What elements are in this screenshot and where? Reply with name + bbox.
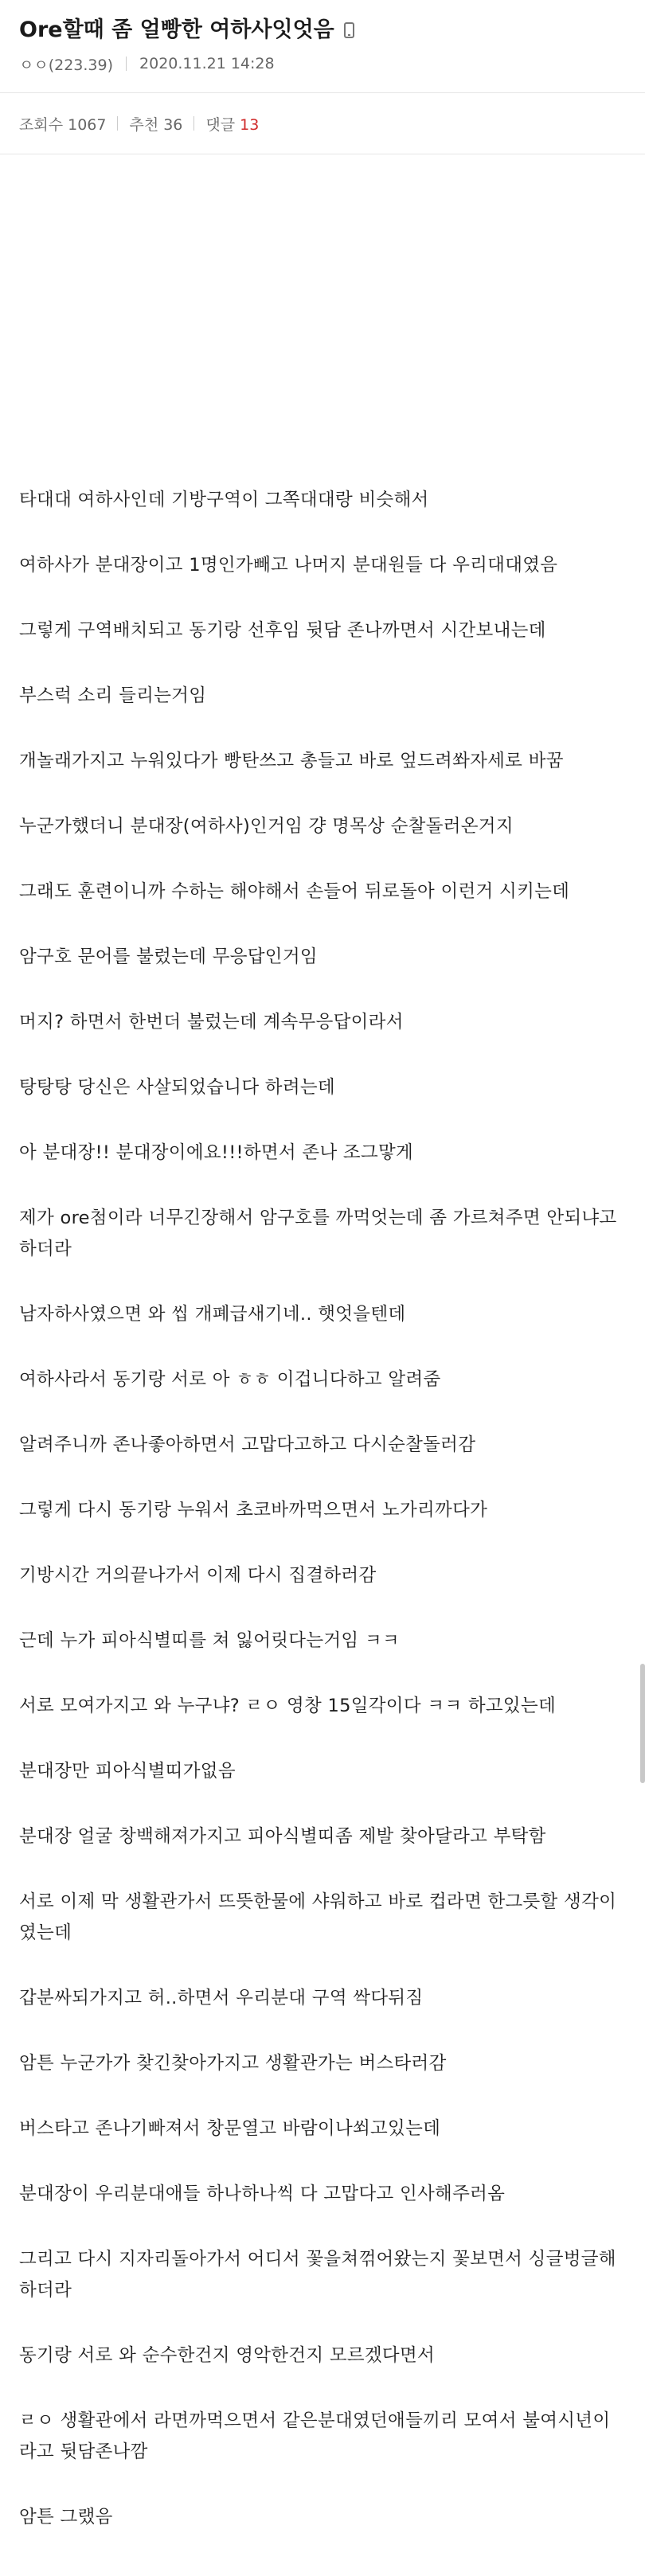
post-paragraph: 암튼 누군가가 찾긴찾아가지고 생활관가는 버스타러감 — [19, 2053, 447, 2074]
post-image-area — [0, 154, 645, 485]
view-count: 조회수 1067 — [19, 115, 107, 134]
post-paragraph: 버스타고 존나기빠져서 창문열고 바람이나쐬고있는데 — [19, 2118, 441, 2139]
comments-link[interactable] — [205, 113, 259, 135]
post-paragraph: 암튼 그랬음 — [19, 2507, 113, 2527]
post-paragraph: ㄹㅇ 생활관에서 라면까먹으면서 같은분대였던애들끼리 모여서 불여시년이라고 뒷담존나깜 — [19, 2410, 611, 2462]
scrollbar-thumb[interactable] — [640, 1664, 645, 1783]
post-paragraph: 그리고 다시 지자리돌아가서 어디서 꽃을쳐꺾어왔는지 꽃보면서 싱글벙글해하더라 — [19, 2249, 616, 2301]
post-paragraph: 제가 ore첨이라 너무긴장해서 암구호를 까먹엇는데 좀 가르쳐주면 안되냐고하더라 — [19, 1208, 617, 1259]
post-paragraph: 그래도 훈련이니까 수하는 해야해서 손들어 뒤로돌아 이런거 시키는데 — [19, 881, 570, 902]
post-paragraph: 서로 모여가지고 와 누구냐? ㄹㅇ 영창 15일각이다 ㅋㅋ 하고있는데 — [19, 1696, 556, 1716]
recommend-count: 추천 36 — [129, 115, 183, 134]
post-paragraph: 여하사라서 동기랑 서로 아 ㅎㅎ 이겁니다하고 알려줌 — [19, 1369, 441, 1390]
post-paragraph: 동기랑 서로 와 순수한건지 영악한건지 모르겠다면서 — [19, 2345, 436, 2366]
author-name[interactable]: ㅇㅇ(223.39) — [19, 56, 114, 74]
post-paragraph: 그렇게 구역배치되고 동기랑 선후임 뒷담 존나까면서 시간보내는데 — [19, 620, 546, 641]
comment-count: 13 — [240, 115, 260, 134]
stats-separator — [117, 116, 118, 131]
post-stats — [0, 93, 645, 154]
meta-separator — [126, 57, 127, 71]
post-paragraph: 서로 이제 막 생활관가서 뜨뜻한물에 샤워하고 바로 컵라면 한그릇할 생각이였는데 — [19, 1891, 617, 1943]
post-paragraph: 알려주니까 존나좋아하면서 고맙다고하고 다시순찰돌러감 — [19, 1434, 476, 1455]
post-paragraph: 분대장만 피아식별띠가없음 — [19, 1761, 236, 1782]
post-paragraph: 근데 누가 피아식별띠를 쳐 잃어릿다는거임 ㅋㅋ — [19, 1630, 400, 1651]
post-paragraph: 남자하사였으면 와 씹 개폐급새기네.. 햇엇을텐데 — [19, 1304, 406, 1325]
post-paragraph: 분대장 얼굴 창백해져가지고 피아식별띠좀 제발 찾아달라고 부탁함 — [19, 1826, 546, 1847]
post-paragraph: 아 분대장!! 분대장이에요!!!하면서 존나 조그맣게 — [19, 1142, 414, 1163]
post-body — [0, 485, 645, 2533]
post-title-row — [19, 14, 626, 46]
post-meta — [19, 53, 626, 75]
post-paragraph: 타대대 여하사인데 기방구역이 그쪽대대랑 비슷해서 — [19, 490, 429, 510]
post-paragraph: 기방시간 거의끝나가서 이제 다시 집결하러감 — [19, 1565, 377, 1586]
post-paragraph: 분대장이 우리분대애들 하나하나씩 다 고맙다고 인사해주러옴 — [19, 2184, 506, 2204]
post-paragraph: 그렇게 다시 동기랑 누워서 초코바까먹으면서 노가리까다가 — [19, 1500, 488, 1520]
post-title: Ore할때 좀 얼빵한 여하사잇엇음 — [19, 18, 334, 42]
post-paragraph: 머지? 하면서 한번더 불렀는데 계속무응답이라서 — [19, 1012, 404, 1032]
post-header — [0, 0, 645, 75]
post-paragraph: 탕탕탕 당신은 사살되었습니다 하려는데 — [19, 1077, 335, 1098]
post-paragraph: 부스럭 소리 들리는거임 — [19, 685, 207, 706]
post-datetime: 2020.11.21 14:28 — [139, 55, 275, 72]
post-paragraph: 여하사가 분대장이고 1명인가빼고 나머지 분대원들 다 우리대대였음 — [19, 555, 558, 576]
mobile-phone-icon — [344, 22, 354, 38]
comments-label: 댓글 — [205, 115, 236, 134]
post-paragraph: 누군가했더니 분대장(여하사)인거임 걍 명목상 순찰돌러온거지 — [19, 816, 514, 837]
post-paragraph: 개놀래가지고 누워있다가 빵탄쓰고 총들고 바로 엎드려쏴자세로 바꿈 — [19, 751, 564, 771]
post-paragraph: 갑분싸되가지고 허..하면서 우리분대 구역 싹다뒤짐 — [19, 1988, 424, 2008]
post-paragraph: 암구호 문어를 불렀는데 무응답인거임 — [19, 946, 318, 967]
